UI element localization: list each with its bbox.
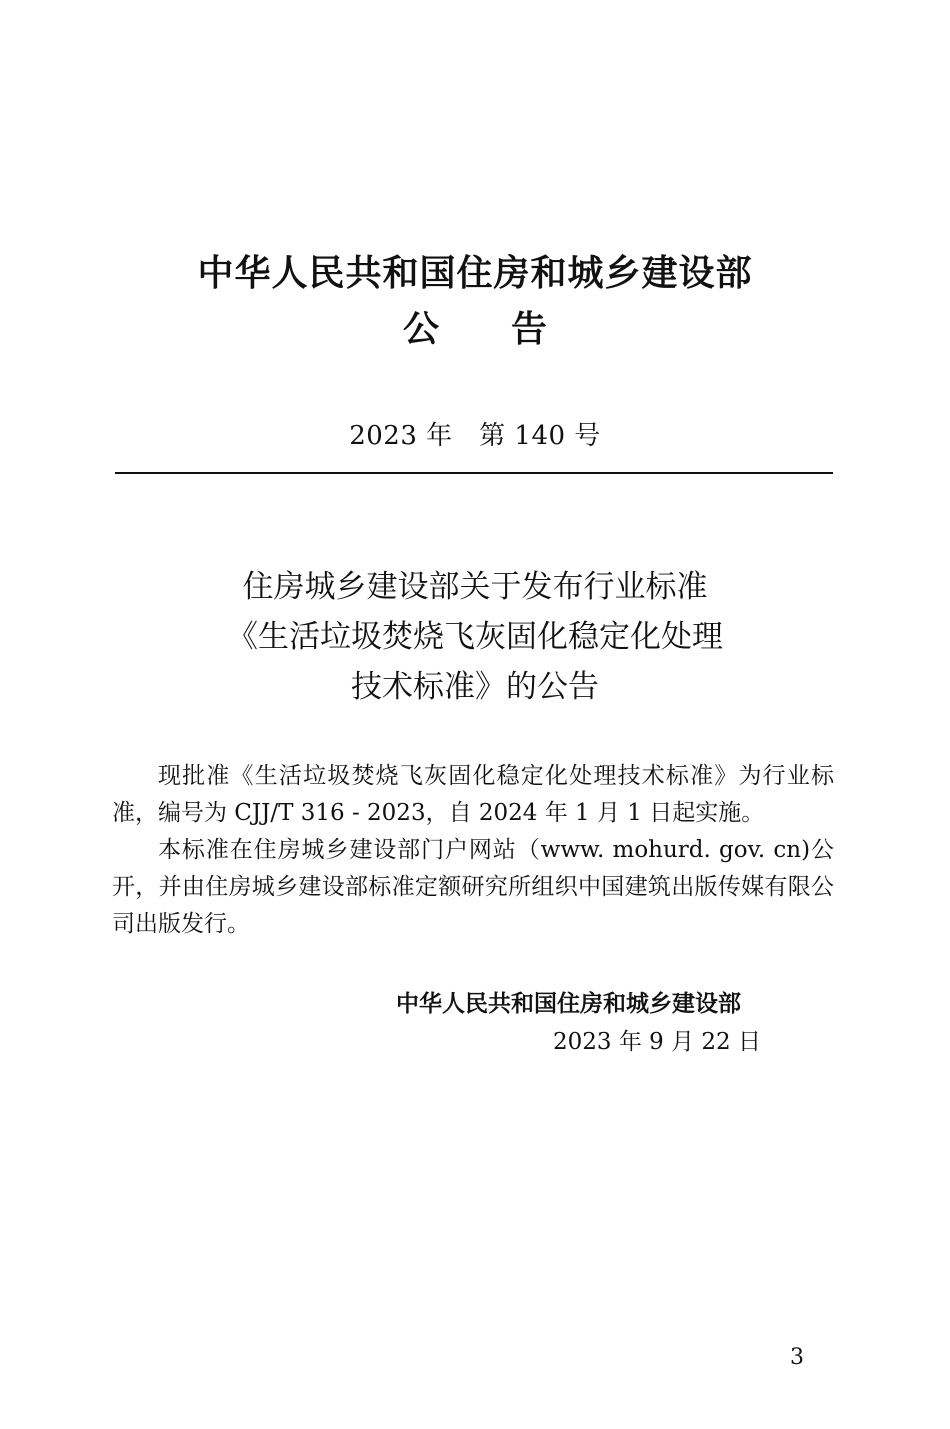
notice-title-line: 《生活垃圾焚烧飞灰固化稳定化处理 xyxy=(227,619,723,655)
signature-date: 2023 年 9 月 22 日 xyxy=(553,1029,761,1055)
document-type-heading: 公告 xyxy=(402,309,619,350)
body-paragraph: 现批准《生活垃圾焚烧飞灰固化稳定化处理技术标准》为行业标准，编号为 CJJ/T 316 - 2023，自 2024 年 1 月 1 日起实施。 xyxy=(112,763,834,826)
notice-title xyxy=(0,562,950,712)
notice-body xyxy=(112,758,834,943)
signature-organization: 中华人民共和国住房和城乡建设部 xyxy=(396,991,741,1017)
notice-title-line: 住房城乡建设部关于发布行业标准 xyxy=(242,569,708,605)
document-number: 2023 年 第 140 号 xyxy=(349,421,601,451)
body-paragraph: 本标准在住房城乡建设部门户网站（www. mohurd. gov. cn)公开，并由住房城乡建设部标准定额研究所组织中国建筑出版传媒有限公司出版发行。 xyxy=(112,837,834,937)
notice-title-line: 技术标准》的公告 xyxy=(351,669,599,705)
issuer-heading: 中华人民共和国住房和城乡建设部 xyxy=(197,253,753,294)
header-divider xyxy=(115,472,833,474)
page-number: 3 xyxy=(790,1345,804,1370)
